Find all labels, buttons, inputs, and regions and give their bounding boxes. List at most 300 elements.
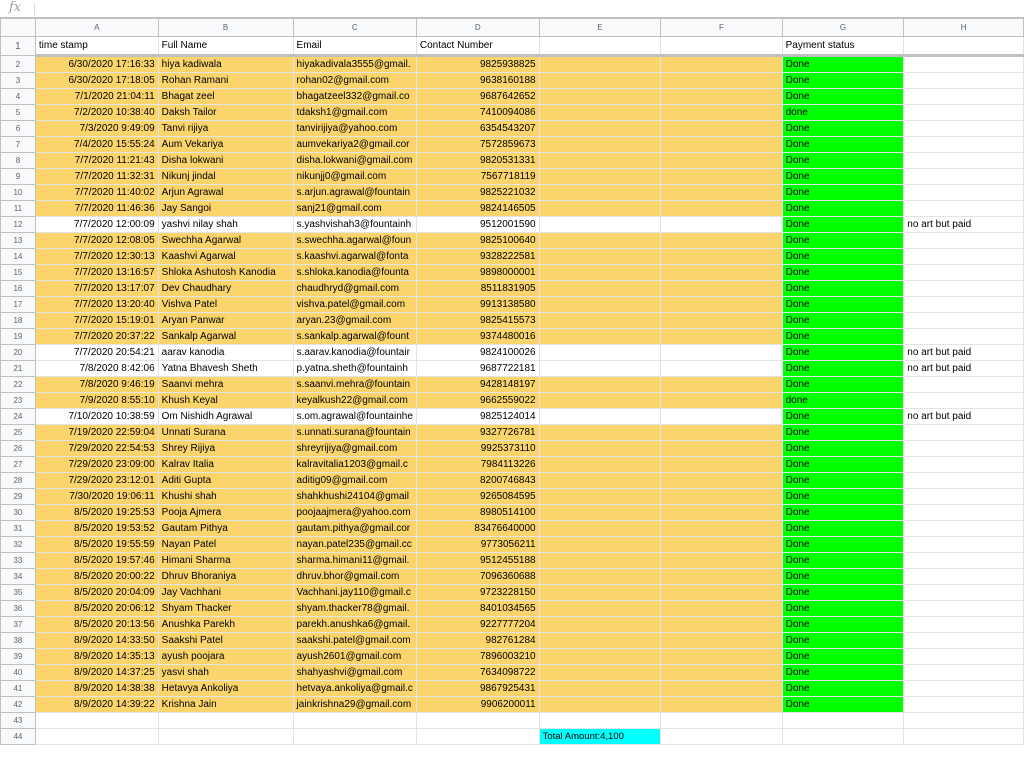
note-cell[interactable] xyxy=(904,281,1024,297)
column-f-cell[interactable] xyxy=(661,569,782,585)
full-name-cell[interactable]: ayush poojara xyxy=(158,649,293,665)
payment-status-cell[interactable]: Done xyxy=(782,233,904,249)
full-name-cell[interactable]: Kaashvi Agarwal xyxy=(158,249,293,265)
payment-status-cell[interactable]: Done xyxy=(782,473,904,489)
timestamp-cell[interactable]: 7/10/2020 10:38:59 xyxy=(35,409,158,425)
row-header[interactable]: 38 xyxy=(1,633,36,649)
payment-status-cell[interactable]: Done xyxy=(782,329,904,345)
row-header[interactable]: 16 xyxy=(1,281,36,297)
payment-status-cell[interactable]: Done xyxy=(782,56,904,73)
timestamp-cell[interactable]: 7/1/2020 21:04:11 xyxy=(35,89,158,105)
column-e-cell[interactable] xyxy=(539,649,661,665)
empty-cell[interactable] xyxy=(158,729,293,745)
column-e-cell[interactable] xyxy=(539,185,661,201)
note-cell[interactable] xyxy=(904,697,1024,713)
row-header[interactable]: 17 xyxy=(1,297,36,313)
payment-status-cell[interactable]: Done xyxy=(782,425,904,441)
contact-number-cell[interactable]: 9374480016 xyxy=(416,329,539,345)
contact-number-cell[interactable]: 7572859673 xyxy=(416,137,539,153)
column-e-cell[interactable] xyxy=(539,377,661,393)
full-name-cell[interactable]: Gautam Pithya xyxy=(158,521,293,537)
column-e-cell[interactable] xyxy=(539,201,661,217)
timestamp-cell[interactable]: 7/29/2020 22:54:53 xyxy=(35,441,158,457)
empty-cell[interactable] xyxy=(158,713,293,729)
column-header-c[interactable]: C xyxy=(293,19,416,37)
email-cell[interactable]: aryan.23@gmail.com xyxy=(293,313,416,329)
column-f-cell[interactable] xyxy=(661,121,782,137)
payment-status-cell[interactable]: Done xyxy=(782,297,904,313)
note-cell[interactable] xyxy=(904,505,1024,521)
column-e-cell[interactable] xyxy=(539,425,661,441)
email-cell[interactable]: kalravitalia1203@gmail.c xyxy=(293,457,416,473)
timestamp-cell[interactable]: 8/9/2020 14:33:50 xyxy=(35,633,158,649)
row-header[interactable]: 40 xyxy=(1,665,36,681)
contact-number-cell[interactable]: 7984113226 xyxy=(416,457,539,473)
email-cell[interactable]: parekh.anushka6@gmail. xyxy=(293,617,416,633)
timestamp-cell[interactable]: 7/3/2020 9:49:09 xyxy=(35,121,158,137)
note-cell[interactable] xyxy=(904,681,1024,697)
row-header[interactable]: 30 xyxy=(1,505,36,521)
email-cell[interactable]: nayan.patel235@gmail.cc xyxy=(293,537,416,553)
column-e-cell[interactable] xyxy=(539,121,661,137)
column-f-cell[interactable] xyxy=(661,665,782,681)
contact-number-cell[interactable]: 9825100640 xyxy=(416,233,539,249)
contact-number-cell[interactable]: 9773056211 xyxy=(416,537,539,553)
email-cell[interactable]: shreyrijiya@gmail.com xyxy=(293,441,416,457)
timestamp-cell[interactable]: 7/4/2020 15:55:24 xyxy=(35,137,158,153)
timestamp-cell[interactable]: 7/7/2020 11:46:36 xyxy=(35,201,158,217)
full-name-cell[interactable]: Aditi Gupta xyxy=(158,473,293,489)
note-cell[interactable] xyxy=(904,313,1024,329)
column-f-cell[interactable] xyxy=(661,249,782,265)
row-header[interactable]: 39 xyxy=(1,649,36,665)
column-e-cell[interactable] xyxy=(539,89,661,105)
contact-number-cell[interactable]: 6354543207 xyxy=(416,121,539,137)
payment-status-cell[interactable]: Done xyxy=(782,361,904,377)
email-cell[interactable]: s.aarav.kanodia@fountair xyxy=(293,345,416,361)
column-e-cell[interactable] xyxy=(539,505,661,521)
timestamp-cell[interactable]: 7/7/2020 11:21:43 xyxy=(35,153,158,169)
email-cell[interactable]: aditig09@gmail.com xyxy=(293,473,416,489)
column-e-cell[interactable] xyxy=(539,265,661,281)
email-cell[interactable]: disha.lokwani@gmail.com xyxy=(293,153,416,169)
empty-cell[interactable] xyxy=(782,729,904,745)
timestamp-cell[interactable]: 7/7/2020 13:17:07 xyxy=(35,281,158,297)
column-header-f[interactable]: F xyxy=(661,19,782,37)
row-header[interactable]: 42 xyxy=(1,697,36,713)
timestamp-cell[interactable]: 7/29/2020 23:12:01 xyxy=(35,473,158,489)
full-name-cell[interactable]: Daksh Tailor xyxy=(158,105,293,121)
empty-cell[interactable] xyxy=(293,729,416,745)
payment-status-cell[interactable]: Done xyxy=(782,649,904,665)
column-e-cell[interactable] xyxy=(539,297,661,313)
note-cell[interactable] xyxy=(904,393,1024,409)
row-header[interactable]: 25 xyxy=(1,425,36,441)
timestamp-cell[interactable]: 8/5/2020 19:53:52 xyxy=(35,521,158,537)
payment-status-cell[interactable]: Done xyxy=(782,617,904,633)
note-cell[interactable] xyxy=(904,489,1024,505)
column-e-cell[interactable] xyxy=(539,329,661,345)
column-f-cell[interactable] xyxy=(661,233,782,249)
row-header[interactable]: 23 xyxy=(1,393,36,409)
email-cell[interactable]: Vachhani.jay110@gmail.c xyxy=(293,585,416,601)
payment-status-cell[interactable]: Done xyxy=(782,137,904,153)
note-cell[interactable] xyxy=(904,89,1024,105)
contact-number-cell[interactable]: 9825415573 xyxy=(416,313,539,329)
timestamp-cell[interactable]: 7/7/2020 13:16:57 xyxy=(35,265,158,281)
note-cell[interactable]: no art but paid xyxy=(904,345,1024,361)
full-name-cell[interactable]: Yatna Bhavesh Sheth xyxy=(158,361,293,377)
payment-status-cell[interactable]: Done xyxy=(782,681,904,697)
column-header-h[interactable]: H xyxy=(904,19,1024,37)
row-header[interactable]: 20 xyxy=(1,345,36,361)
empty-cell[interactable] xyxy=(35,713,158,729)
empty-cell[interactable] xyxy=(661,713,782,729)
note-cell[interactable] xyxy=(904,633,1024,649)
contact-number-cell[interactable]: 9327726781 xyxy=(416,425,539,441)
row-header[interactable]: 18 xyxy=(1,313,36,329)
header-cell-email[interactable]: Email xyxy=(293,37,416,56)
full-name-cell[interactable]: Saakshi Patel xyxy=(158,633,293,649)
email-cell[interactable]: aumvekariya2@gmail.cor xyxy=(293,137,416,153)
payment-status-cell[interactable]: Done xyxy=(782,121,904,137)
column-f-cell[interactable] xyxy=(661,633,782,649)
full-name-cell[interactable]: yashvi nilay shah xyxy=(158,217,293,233)
email-cell[interactable]: s.unnati.surana@fountain xyxy=(293,425,416,441)
row-header[interactable]: 29 xyxy=(1,489,36,505)
contact-number-cell[interactable]: 8200746843 xyxy=(416,473,539,489)
contact-number-cell[interactable]: 8511831905 xyxy=(416,281,539,297)
full-name-cell[interactable]: Vishva Patel xyxy=(158,297,293,313)
payment-status-cell[interactable]: Done xyxy=(782,505,904,521)
email-cell[interactable]: dhruv.bhor@gmail.com xyxy=(293,569,416,585)
total-amount-cell[interactable]: Total Amount:4,100 xyxy=(539,729,661,745)
column-f-cell[interactable] xyxy=(661,441,782,457)
payment-status-cell[interactable]: Done xyxy=(782,169,904,185)
note-cell[interactable] xyxy=(904,521,1024,537)
full-name-cell[interactable]: Himani Sharma xyxy=(158,553,293,569)
timestamp-cell[interactable]: 8/9/2020 14:39:22 xyxy=(35,697,158,713)
column-e-cell[interactable] xyxy=(539,601,661,617)
column-e-cell[interactable] xyxy=(539,569,661,585)
column-e-cell[interactable] xyxy=(539,313,661,329)
column-e-cell[interactable] xyxy=(539,105,661,121)
row-header[interactable]: 26 xyxy=(1,441,36,457)
column-f-cell[interactable] xyxy=(661,553,782,569)
column-f-cell[interactable] xyxy=(661,105,782,121)
payment-status-cell[interactable]: Done xyxy=(782,521,904,537)
email-cell[interactable]: p.yatna.sheth@fountainh xyxy=(293,361,416,377)
row-header[interactable]: 2 xyxy=(1,56,36,73)
contact-number-cell[interactable]: 9265084595 xyxy=(416,489,539,505)
row-header[interactable]: 22 xyxy=(1,377,36,393)
column-f-cell[interactable] xyxy=(661,473,782,489)
email-cell[interactable]: tanvirijiya@yahoo.com xyxy=(293,121,416,137)
email-cell[interactable]: hiyakadivala3555@gmail. xyxy=(293,56,416,73)
row-header[interactable]: 19 xyxy=(1,329,36,345)
column-e-cell[interactable] xyxy=(539,697,661,713)
row-header[interactable]: 8 xyxy=(1,153,36,169)
payment-status-cell[interactable]: Done xyxy=(782,249,904,265)
note-cell[interactable] xyxy=(904,233,1024,249)
full-name-cell[interactable]: Rohan Ramani xyxy=(158,73,293,89)
column-e-cell[interactable] xyxy=(539,617,661,633)
payment-status-cell[interactable]: Done xyxy=(782,265,904,281)
email-cell[interactable]: tdaksh1@gmail.com xyxy=(293,105,416,121)
full-name-cell[interactable]: Anushka Parekh xyxy=(158,617,293,633)
column-f-cell[interactable] xyxy=(661,169,782,185)
row-header[interactable]: 5 xyxy=(1,105,36,121)
email-cell[interactable]: vishva.patel@gmail.com xyxy=(293,297,416,313)
timestamp-cell[interactable]: 8/5/2020 20:13:56 xyxy=(35,617,158,633)
email-cell[interactable]: hetvaya.ankoliya@gmail.c xyxy=(293,681,416,697)
column-e-cell[interactable] xyxy=(539,153,661,169)
row-header[interactable]: 37 xyxy=(1,617,36,633)
email-cell[interactable]: chaudhryd@gmail.com xyxy=(293,281,416,297)
note-cell[interactable] xyxy=(904,73,1024,89)
column-e-cell[interactable] xyxy=(539,681,661,697)
column-f-cell[interactable] xyxy=(661,521,782,537)
row-header[interactable]: 34 xyxy=(1,569,36,585)
note-cell[interactable] xyxy=(904,265,1024,281)
empty-cell[interactable] xyxy=(416,729,539,745)
column-e-cell[interactable] xyxy=(539,585,661,601)
column-f-cell[interactable] xyxy=(661,585,782,601)
row-header[interactable]: 24 xyxy=(1,409,36,425)
timestamp-cell[interactable]: 7/7/2020 12:30:13 xyxy=(35,249,158,265)
full-name-cell[interactable]: Disha lokwani xyxy=(158,153,293,169)
full-name-cell[interactable]: Kalrav Italia xyxy=(158,457,293,473)
column-f-cell[interactable] xyxy=(661,377,782,393)
column-f-cell[interactable] xyxy=(661,201,782,217)
row-header[interactable]: 10 xyxy=(1,185,36,201)
contact-number-cell[interactable]: 9913138580 xyxy=(416,297,539,313)
column-e-cell[interactable] xyxy=(539,137,661,153)
full-name-cell[interactable]: Nayan Patel xyxy=(158,537,293,553)
contact-number-cell[interactable]: 9638160188 xyxy=(416,73,539,89)
contact-number-cell[interactable]: 9227777204 xyxy=(416,617,539,633)
column-header-g[interactable]: G xyxy=(782,19,904,37)
contact-number-cell[interactable]: 9428148197 xyxy=(416,377,539,393)
timestamp-cell[interactable]: 8/5/2020 19:55:59 xyxy=(35,537,158,553)
note-cell[interactable] xyxy=(904,169,1024,185)
timestamp-cell[interactable]: 7/2/2020 10:38:40 xyxy=(35,105,158,121)
row-header[interactable]: 15 xyxy=(1,265,36,281)
contact-number-cell[interactable]: 9687642652 xyxy=(416,89,539,105)
full-name-cell[interactable]: yasvi shah xyxy=(158,665,293,681)
email-cell[interactable]: poojaajmera@yahoo.com xyxy=(293,505,416,521)
payment-status-cell[interactable]: Done xyxy=(782,569,904,585)
note-cell[interactable] xyxy=(904,553,1024,569)
row-header[interactable]: 4 xyxy=(1,89,36,105)
row-header[interactable]: 13 xyxy=(1,233,36,249)
contact-number-cell[interactable]: 9512455188 xyxy=(416,553,539,569)
column-e-cell[interactable] xyxy=(539,457,661,473)
row-header[interactable]: 6 xyxy=(1,121,36,137)
payment-status-cell[interactable]: done xyxy=(782,105,904,121)
full-name-cell[interactable]: Arjun Agrawal xyxy=(158,185,293,201)
column-e-cell[interactable] xyxy=(539,73,661,89)
full-name-cell[interactable]: Saanvi mehra xyxy=(158,377,293,393)
full-name-cell[interactable]: Dhruv Bhoraniya xyxy=(158,569,293,585)
column-e-cell[interactable] xyxy=(539,441,661,457)
timestamp-cell[interactable]: 7/8/2020 9:46:19 xyxy=(35,377,158,393)
column-f-cell[interactable] xyxy=(661,73,782,89)
note-cell[interactable] xyxy=(904,121,1024,137)
payment-status-cell[interactable]: Done xyxy=(782,201,904,217)
row-header[interactable]: 44 xyxy=(1,729,36,745)
note-cell[interactable] xyxy=(904,329,1024,345)
contact-number-cell[interactable]: 7096360688 xyxy=(416,569,539,585)
note-cell[interactable] xyxy=(904,56,1024,73)
note-cell[interactable] xyxy=(904,537,1024,553)
timestamp-cell[interactable]: 7/19/2020 22:59:04 xyxy=(35,425,158,441)
payment-status-cell[interactable]: Done xyxy=(782,185,904,201)
full-name-cell[interactable]: Krishna Jain xyxy=(158,697,293,713)
timestamp-cell[interactable]: 8/5/2020 20:04:09 xyxy=(35,585,158,601)
column-f-cell[interactable] xyxy=(661,393,782,409)
column-f-cell[interactable] xyxy=(661,457,782,473)
row-header[interactable]: 3 xyxy=(1,73,36,89)
email-cell[interactable]: s.saanvi.mehra@fountain xyxy=(293,377,416,393)
column-f-cell[interactable] xyxy=(661,681,782,697)
column-f-cell[interactable] xyxy=(661,137,782,153)
column-f-cell[interactable] xyxy=(661,217,782,233)
full-name-cell[interactable]: Shrey Rijiya xyxy=(158,441,293,457)
timestamp-cell[interactable]: 8/9/2020 14:35:13 xyxy=(35,649,158,665)
header-cell-contact-number[interactable]: Contact Number xyxy=(416,37,539,56)
contact-number-cell[interactable]: 9723228150 xyxy=(416,585,539,601)
email-cell[interactable]: rohan02@gmail.com xyxy=(293,73,416,89)
note-cell[interactable] xyxy=(904,297,1024,313)
timestamp-cell[interactable]: 7/7/2020 20:54:21 xyxy=(35,345,158,361)
contact-number-cell[interactable]: 8980514100 xyxy=(416,505,539,521)
row-header[interactable]: 36 xyxy=(1,601,36,617)
full-name-cell[interactable]: Dev Chaudhary xyxy=(158,281,293,297)
timestamp-cell[interactable]: 8/5/2020 20:00:22 xyxy=(35,569,158,585)
payment-status-cell[interactable]: Done xyxy=(782,313,904,329)
timestamp-cell[interactable]: 6/30/2020 17:18:05 xyxy=(35,73,158,89)
empty-cell[interactable] xyxy=(35,729,158,745)
column-header-d[interactable]: D xyxy=(416,19,539,37)
timestamp-cell[interactable]: 7/7/2020 12:08:05 xyxy=(35,233,158,249)
email-cell[interactable]: ayush2601@gmail.com xyxy=(293,649,416,665)
email-cell[interactable]: sanj21@gmail.com xyxy=(293,201,416,217)
timestamp-cell[interactable]: 7/7/2020 13:20:40 xyxy=(35,297,158,313)
empty-cell[interactable] xyxy=(782,713,904,729)
row-header[interactable]: 41 xyxy=(1,681,36,697)
column-header-a[interactable]: A xyxy=(35,19,158,37)
email-cell[interactable]: shahyashvi@gmail.com xyxy=(293,665,416,681)
full-name-cell[interactable]: Unnati Surana xyxy=(158,425,293,441)
contact-number-cell[interactable]: 982761284 xyxy=(416,633,539,649)
note-cell[interactable] xyxy=(904,425,1024,441)
payment-status-cell[interactable]: Done xyxy=(782,633,904,649)
column-e-cell[interactable] xyxy=(539,409,661,425)
header-cell-full-name[interactable]: Full Name xyxy=(158,37,293,56)
column-header-b[interactable]: B xyxy=(158,19,293,37)
full-name-cell[interactable]: aarav kanodia xyxy=(158,345,293,361)
note-cell[interactable] xyxy=(904,585,1024,601)
column-e-cell[interactable] xyxy=(539,521,661,537)
full-name-cell[interactable]: Pooja Ajmera xyxy=(158,505,293,521)
timestamp-cell[interactable]: 7/30/2020 19:06:11 xyxy=(35,489,158,505)
contact-number-cell[interactable]: 9825124014 xyxy=(416,409,539,425)
full-name-cell[interactable]: Aum Vekariya xyxy=(158,137,293,153)
email-cell[interactable]: gautam.pithya@gmail.cor xyxy=(293,521,416,537)
column-f-cell[interactable] xyxy=(661,505,782,521)
row-header[interactable]: 14 xyxy=(1,249,36,265)
empty-cell[interactable] xyxy=(539,713,661,729)
contact-number-cell[interactable]: 7410094086 xyxy=(416,105,539,121)
timestamp-cell[interactable]: 8/5/2020 19:25:53 xyxy=(35,505,158,521)
timestamp-cell[interactable]: 8/5/2020 20:06:12 xyxy=(35,601,158,617)
full-name-cell[interactable]: Khushi shah xyxy=(158,489,293,505)
column-f-cell[interactable] xyxy=(661,281,782,297)
column-e-cell[interactable] xyxy=(539,361,661,377)
row-header[interactable]: 27 xyxy=(1,457,36,473)
payment-status-cell[interactable]: Done xyxy=(782,601,904,617)
note-cell[interactable] xyxy=(904,617,1024,633)
column-f-cell[interactable] xyxy=(661,649,782,665)
email-cell[interactable]: keyalkush22@gmail.com xyxy=(293,393,416,409)
contact-number-cell[interactable]: 9820531331 xyxy=(416,153,539,169)
contact-number-cell[interactable]: 8401034565 xyxy=(416,601,539,617)
empty-cell[interactable] xyxy=(293,713,416,729)
timestamp-cell[interactable]: 7/9/2020 8:55:10 xyxy=(35,393,158,409)
note-cell[interactable] xyxy=(904,601,1024,617)
column-e-cell[interactable] xyxy=(539,56,661,73)
column-e-cell[interactable] xyxy=(539,633,661,649)
column-e-cell[interactable] xyxy=(539,537,661,553)
payment-status-cell[interactable]: Done xyxy=(782,585,904,601)
row-header[interactable]: 12 xyxy=(1,217,36,233)
column-f-cell[interactable] xyxy=(661,265,782,281)
email-cell[interactable]: s.kaashvi.agarwal@fonta xyxy=(293,249,416,265)
payment-status-cell[interactable]: Done xyxy=(782,553,904,569)
row-header[interactable]: 9 xyxy=(1,169,36,185)
contact-number-cell[interactable]: 7567718119 xyxy=(416,169,539,185)
contact-number-cell[interactable]: 9512001590 xyxy=(416,217,539,233)
column-f-cell[interactable] xyxy=(661,297,782,313)
note-cell[interactable] xyxy=(904,249,1024,265)
contact-number-cell[interactable]: 9925373110 xyxy=(416,441,539,457)
formula-bar[interactable] xyxy=(0,0,1024,18)
payment-status-cell[interactable]: Done xyxy=(782,281,904,297)
column-f-cell[interactable] xyxy=(661,409,782,425)
full-name-cell[interactable]: Swechha Agarwal xyxy=(158,233,293,249)
note-cell[interactable] xyxy=(904,377,1024,393)
empty-cell[interactable] xyxy=(904,713,1024,729)
email-cell[interactable]: saakshi.patel@gmail.com xyxy=(293,633,416,649)
contact-number-cell[interactable]: 9825938825 xyxy=(416,56,539,73)
contact-number-cell[interactable]: 9825221032 xyxy=(416,185,539,201)
contact-number-cell[interactable]: 9662559022 xyxy=(416,393,539,409)
contact-number-cell[interactable]: 9328222581 xyxy=(416,249,539,265)
note-cell[interactable] xyxy=(904,569,1024,585)
contact-number-cell[interactable]: 9824146505 xyxy=(416,201,539,217)
column-header-e[interactable]: E xyxy=(539,19,661,37)
empty-cell[interactable] xyxy=(661,729,782,745)
full-name-cell[interactable]: Hetavya Ankoliya xyxy=(158,681,293,697)
row-header[interactable]: 11 xyxy=(1,201,36,217)
timestamp-cell[interactable]: 8/5/2020 19:57:46 xyxy=(35,553,158,569)
email-cell[interactable]: s.shloka.kanodia@founta xyxy=(293,265,416,281)
note-cell[interactable] xyxy=(904,441,1024,457)
note-cell[interactable] xyxy=(904,201,1024,217)
header-cell-e[interactable] xyxy=(539,37,661,56)
note-cell[interactable] xyxy=(904,457,1024,473)
